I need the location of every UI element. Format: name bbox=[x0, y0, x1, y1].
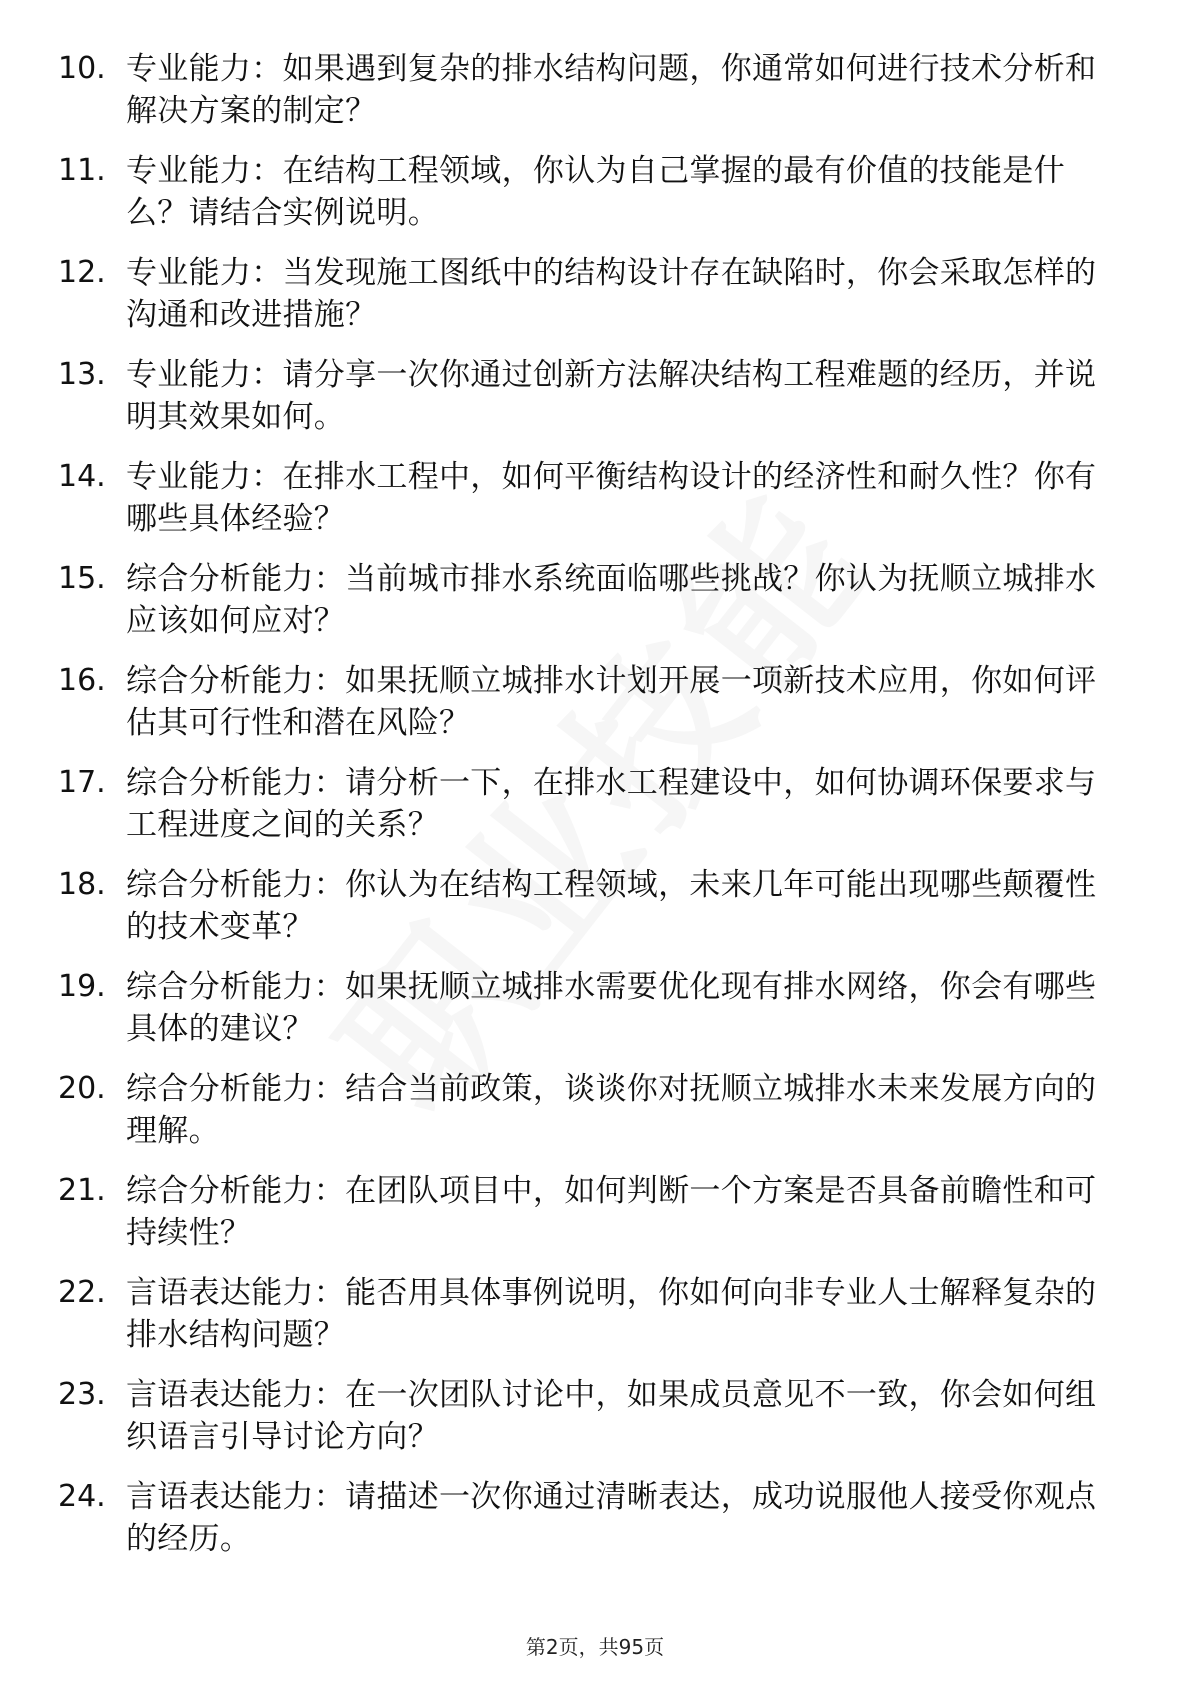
question-item bbox=[0, 354, 1190, 464]
question-number: 19. bbox=[58, 969, 106, 1004]
question-number: 11. bbox=[58, 153, 106, 188]
question-item bbox=[0, 1476, 1190, 1586]
question-text: 综合分析能力：在团队项目中，如何判断一个方案是否具备前瞻性和可持续性？ bbox=[126, 1173, 1097, 1251]
question-text: 综合分析能力：结合当前政策，谈谈你对抚顺立城排水未来发展方向的理解。 bbox=[126, 1071, 1097, 1149]
question-item bbox=[0, 1170, 1190, 1280]
question-number: 14. bbox=[58, 459, 106, 494]
question-item bbox=[0, 252, 1190, 362]
question-text: 专业能力：如果遇到复杂的排水结构问题，你通常如何进行技术分析和解决方案的制定？ bbox=[126, 51, 1097, 129]
question-text: 综合分析能力：如果抚顺立城排水计划开展一项新技术应用，你如何评估其可行性和潜在风险？ bbox=[126, 663, 1097, 741]
question-number: 16. bbox=[58, 663, 106, 698]
question-number: 24. bbox=[58, 1479, 106, 1514]
question-text: 专业能力：在排水工程中，如何平衡结构设计的经济性和耐久性？你有哪些具体经验？ bbox=[126, 459, 1097, 537]
question-number: 23. bbox=[58, 1377, 106, 1412]
question-item bbox=[0, 864, 1190, 974]
question-item bbox=[0, 966, 1190, 1076]
question-item bbox=[0, 1374, 1190, 1484]
question-item bbox=[0, 660, 1190, 770]
question-text: 综合分析能力：当前城市排水系统面临哪些挑战？你认为抚顺立城排水应该如何应对？ bbox=[126, 561, 1097, 639]
question-item bbox=[0, 762, 1190, 872]
page-number-footer: 第2页，共95页 bbox=[525, 1635, 665, 1659]
question-text: 综合分析能力：你认为在结构工程领域，未来几年可能出现哪些颠覆性的技术变革？ bbox=[126, 867, 1097, 945]
question-text: 言语表达能力：在一次团队讨论中，如果成员意见不一致，你会如何组织语言引导讨论方向？ bbox=[126, 1377, 1097, 1455]
question-item bbox=[0, 558, 1190, 668]
question-item bbox=[0, 48, 1190, 158]
question-text: 言语表达能力：请描述一次你通过清晰表达，成功说服他人接受你观点的经历。 bbox=[126, 1479, 1097, 1557]
question-number: 22. bbox=[58, 1275, 106, 1310]
question-number: 21. bbox=[58, 1173, 106, 1208]
question-item bbox=[0, 150, 1190, 260]
question-number: 13. bbox=[58, 357, 106, 392]
question-number: 20. bbox=[58, 1071, 106, 1106]
question-item bbox=[0, 1068, 1190, 1178]
question-number: 12. bbox=[58, 255, 106, 290]
question-item bbox=[0, 456, 1190, 566]
question-item bbox=[0, 1272, 1190, 1382]
question-text: 专业能力：当发现施工图纸中的结构设计存在缺陷时，你会采取怎样的沟通和改进措施？ bbox=[126, 255, 1097, 333]
question-number: 15. bbox=[58, 561, 106, 596]
question-text: 专业能力：请分享一次你通过创新方法解决结构工程难题的经历，并说明其效果如何。 bbox=[126, 357, 1097, 435]
question-number: 10. bbox=[58, 51, 106, 86]
question-number: 18. bbox=[58, 867, 106, 902]
question-text: 综合分析能力：请分析一下，在排水工程建设中，如何协调环保要求与工程进度之间的关系？ bbox=[126, 765, 1097, 843]
question-text: 言语表达能力：能否用具体事例说明，你如何向非专业人士解释复杂的排水结构问题？ bbox=[126, 1275, 1097, 1353]
question-text: 综合分析能力：如果抚顺立城排水需要优化现有排水网络，你会有哪些具体的建议？ bbox=[126, 969, 1097, 1047]
question-text: 专业能力：在结构工程领域，你认为自己掌握的最有价值的技能是什么？请结合实例说明。 bbox=[126, 153, 1065, 231]
question-number: 17. bbox=[58, 765, 106, 800]
